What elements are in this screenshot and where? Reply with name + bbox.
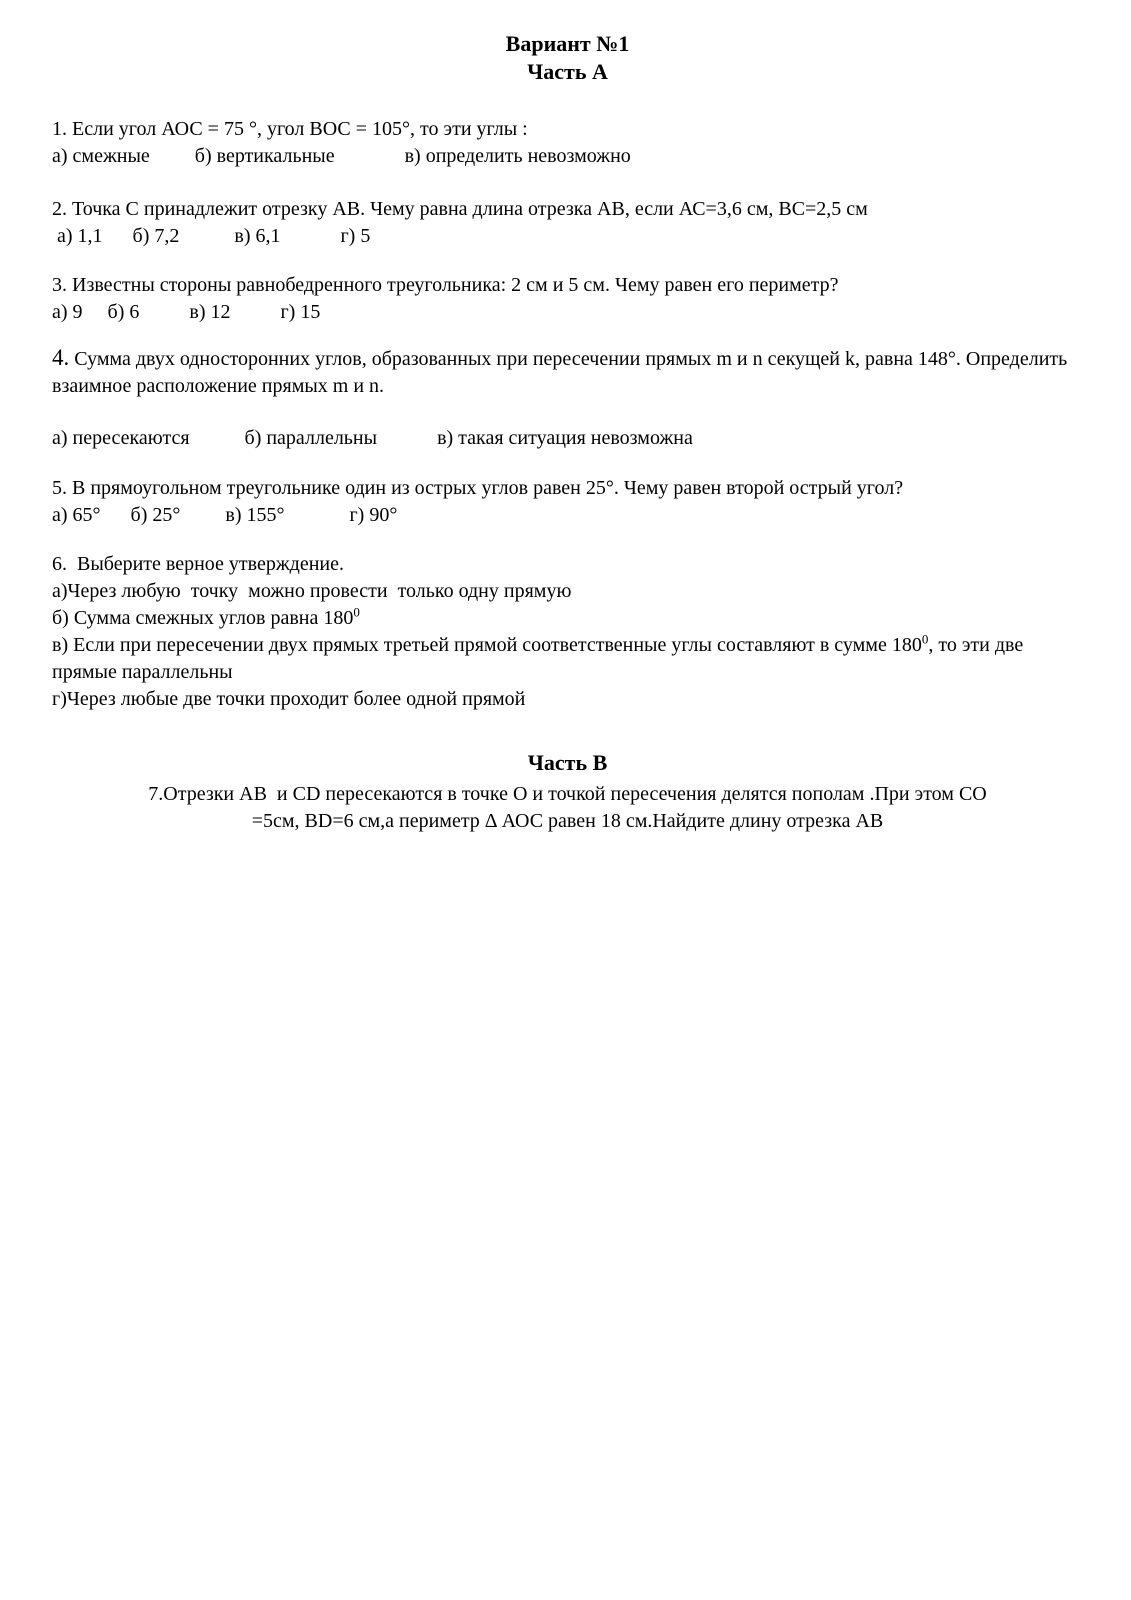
question-4-number: 4. bbox=[52, 345, 70, 370]
question-2-options: а) 1,1 б) 7,2 в) 6,1 г) 5 bbox=[52, 225, 371, 247]
question-2-text: 2. Точка С принадлежит отрезку АВ. Чему равна длина отрезка АВ, если АС=3,6 см, ВС=2,5 см bbox=[52, 198, 868, 220]
question-5-options: а) 65° б) 25° в) 155° г) 90° bbox=[52, 504, 398, 526]
question-4 bbox=[52, 344, 1083, 452]
question-6-option-g: г)Через любые две точки проходит более одной прямой bbox=[52, 688, 526, 710]
question-6 bbox=[52, 551, 1083, 713]
question-6-option-a: а)Через любую точку можно провести только одну прямую bbox=[52, 580, 572, 602]
question-4-options: а) пересекаются б) параллельны в) такая ситуация невозможна bbox=[52, 427, 693, 449]
question-2 bbox=[52, 196, 1083, 250]
question-6-option-b-text: б) Сумма смежных углов равна 180 bbox=[52, 607, 354, 629]
question-3-options: а) 9 б) 6 в) 12 г) 15 bbox=[52, 301, 321, 323]
question-6-option-v bbox=[52, 632, 1083, 686]
question-3-text: 3. Известны стороны равнобедренного треугольника: 2 см и 5 см. Чему равен его периметр? bbox=[52, 274, 839, 296]
question-3 bbox=[52, 272, 1083, 326]
question-6-option-b bbox=[52, 605, 1083, 632]
question-1-text: 1. Если угол АОС = 75 °, угол ВОС = 105°, то эти углы : bbox=[52, 118, 528, 140]
question-7-text-line1: 7.Отрезки АВ и CD пересекаются в точке О и точкой пересечения делятся пополам .При этом СО bbox=[148, 783, 987, 805]
question-7 bbox=[52, 781, 1083, 835]
question-6-option-b-superscript: 0 bbox=[353, 604, 360, 620]
question-4-text-body: Сумма двух односторонних углов, образованных при пересечении прямых m и n секущей k, равна 148°. Определить взаимное расположение прямых m и n. bbox=[52, 348, 1073, 397]
question-1 bbox=[52, 116, 1083, 170]
part-b-heading: Часть В bbox=[527, 750, 608, 775]
question-6-text: 6. Выберите верное утверждение. bbox=[52, 553, 345, 575]
question-1-options: а) смежные б) вертикальные в) определить невозможно bbox=[52, 145, 631, 167]
part-a-heading: Часть А bbox=[527, 59, 608, 84]
question-4-text bbox=[52, 344, 1083, 400]
question-6-option-v-text-end: , то эти две прямые параллельны bbox=[52, 634, 1029, 683]
document-title: Вариант №1 bbox=[505, 31, 630, 56]
question-5-text: 5. В прямоугольном треугольнике один из острых углов равен 25°. Чему равен второй острый угол? bbox=[52, 477, 904, 499]
question-6-option-v-superscript: 0 bbox=[921, 631, 929, 647]
question-6-option-v-text-start: в) Если при пересечении двух прямых третьей прямой соответственные углы составляют в сумме 180 bbox=[52, 634, 922, 656]
question-7-text-line2: =5см, BD=6 см,а периметр Δ АОС равен 18 см.Найдите длину отрезка АВ bbox=[251, 810, 884, 832]
question-5 bbox=[52, 475, 1083, 529]
